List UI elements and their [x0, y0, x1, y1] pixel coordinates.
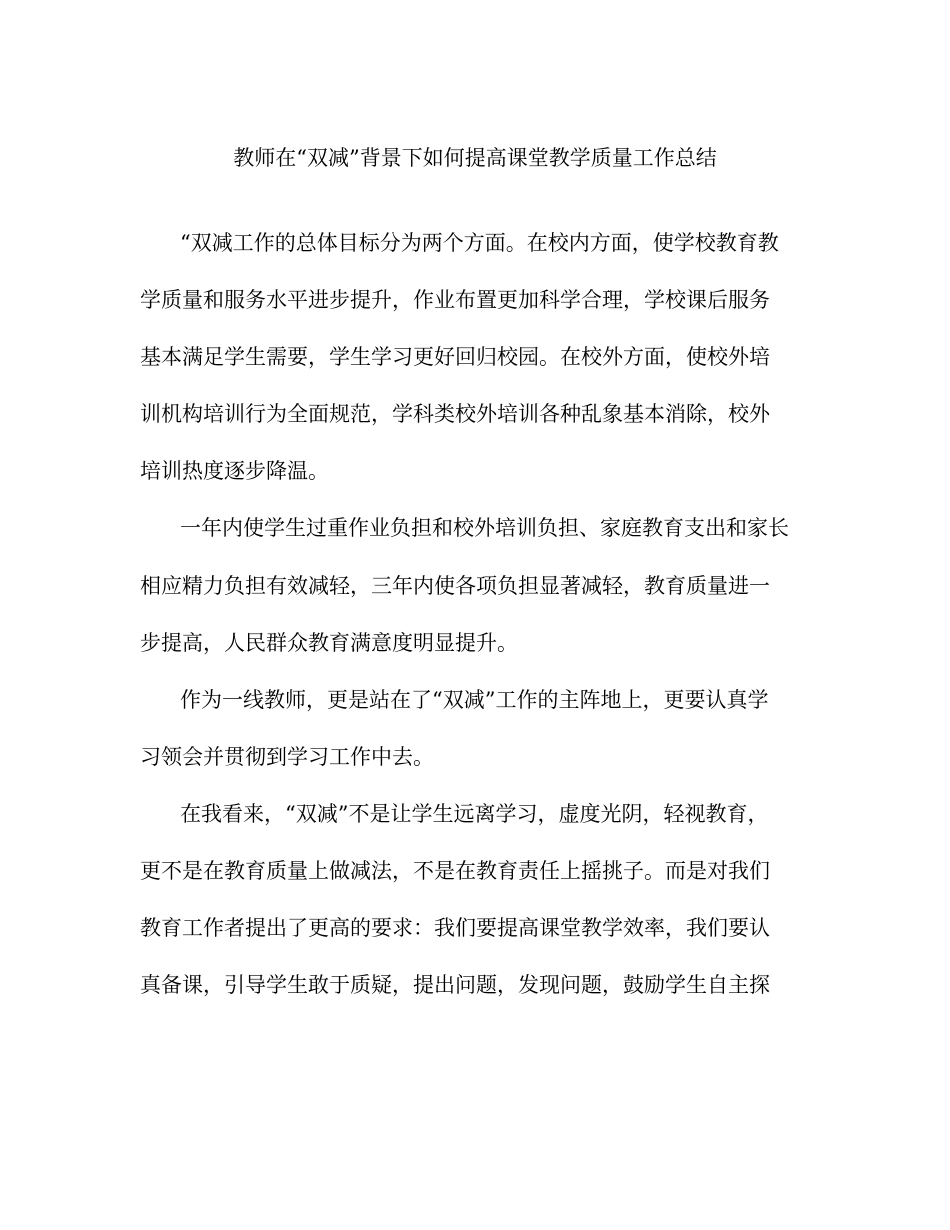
paragraph-2-line-1: 一年内使学生过重作业负担和校外培训负担、家庭教育支出和家长	[180, 516, 789, 540]
paragraph-4-line-2: 更不是在教育质量上做减法，不是在教育责任上摇挑子。而是对我们	[140, 859, 770, 883]
paragraph-3-line-1: 作为一线教师，更是站在了“双减”工作的主阵地上，更要认真学	[180, 688, 769, 712]
paragraph-1-line-1: “双减工作的总体目标分为两个方面。在校内方面，使学校教育教	[180, 231, 779, 255]
paragraph-1-line-2: 学质量和服务水平进步提升，作业布置更加科学合理，学校课后服务	[140, 288, 770, 312]
document-title: 教师在“双减”背景下如何提高课堂教学质量工作总结	[233, 146, 717, 170]
paragraph-2-line-2: 相应精力负担有效减轻，三年内使各项负担显著减轻，教育质量进一	[140, 574, 770, 598]
paragraph-1-line-3: 基本满足学生需要，学生学习更好回归校园。在校外方面，使校外培	[140, 345, 770, 369]
paragraph-4-line-4: 真备课，引导学生敢于质疑，提出问题，发现问题，鼓励学生自主探	[140, 973, 770, 997]
paragraph-1-line-4: 训机构培训行为全面规范，学科类校外培训各种乱象基本消除，校外	[140, 402, 770, 426]
paragraph-2-line-3: 步提高，人民群众教育满意度明显提升。	[140, 631, 518, 655]
paragraph-1-line-5: 培训热度逐步降温。	[140, 459, 329, 483]
paragraph-4-line-1: 在我看来，“双减”不是让学生远离学习，虚度光阴，轻视教育，	[180, 802, 769, 826]
paragraph-3-line-2: 习领会并贯彻到学习工作中去。	[140, 745, 434, 769]
paragraph-4-line-3: 教育工作者提出了更高的要求：我们要提高课堂教学效率，我们要认	[140, 916, 770, 940]
